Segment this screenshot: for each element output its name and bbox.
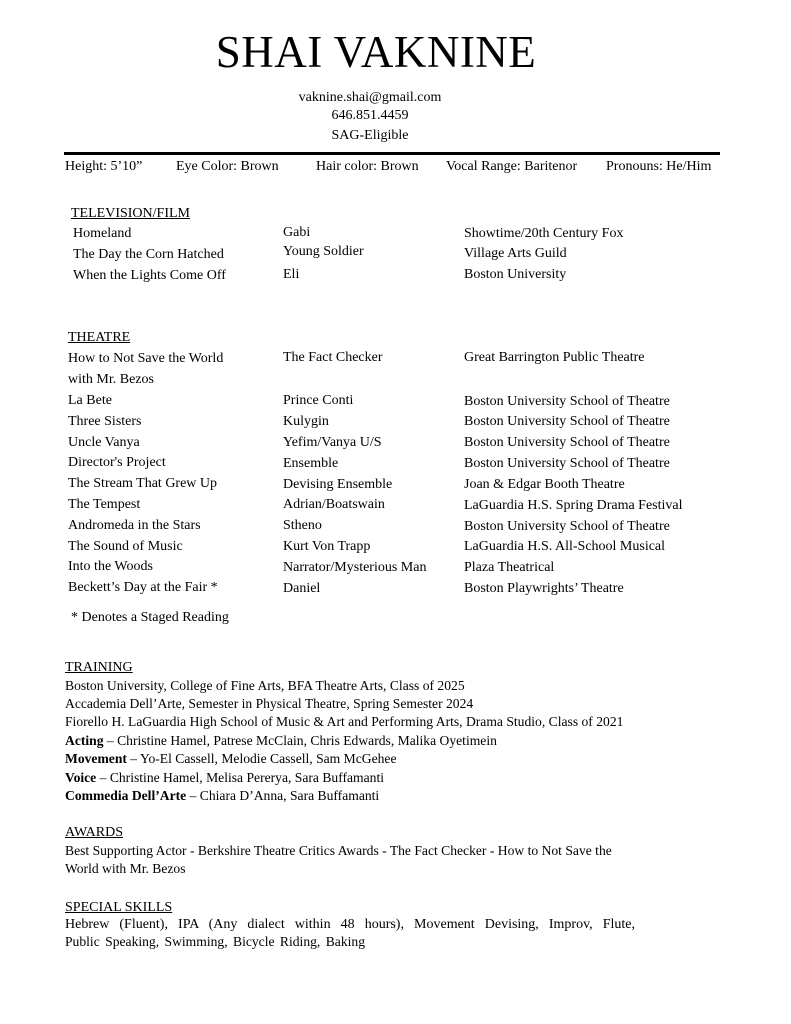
credit-company: Boston University (464, 267, 567, 282)
credit-company: Boston University School of Theatre (464, 414, 670, 429)
credit-title: Three Sisters (68, 414, 142, 429)
credit-role: Stheno (283, 518, 322, 533)
special-skills-heading: SPECIAL SKILLS (65, 900, 173, 915)
height-stat: Height: 5’10” (65, 159, 143, 174)
credit-role: Yefim/Vanya U/S (283, 435, 382, 450)
credit-company: Boston University School of Theatre (464, 519, 670, 534)
credit-title: The Day the Corn Hatched (73, 247, 224, 262)
credit-title: Andromeda in the Stars (68, 518, 201, 533)
header-divider (64, 152, 720, 155)
pronouns-stat: Pronouns: He/Him (606, 159, 712, 174)
credit-title: Uncle Vanya (68, 435, 140, 450)
credit-company: Joan & Edgar Booth Theatre (464, 477, 625, 492)
credit-company: Boston Playwrights’ Theatre (464, 581, 624, 596)
theatre-heading: THEATRE (68, 330, 131, 345)
teacher-category: Movement (65, 751, 127, 766)
teacher-category: Commedia Dell’Arte (65, 788, 187, 803)
credit-role: Kulygin (283, 414, 329, 429)
training-school: Boston University, College of Fine Arts, BFA Theatre Arts, Class of 2025 (65, 678, 465, 693)
credit-role: Eli (283, 267, 300, 282)
award-line: Best Supporting Actor - Berkshire Theatre Critics Awards - The Fact Checker - How to Not Save the (65, 843, 612, 858)
credit-title: When the Lights Come Off (73, 268, 226, 283)
skills-line: Hebrew (Fluent), IPA (Any dialect within 48 hours), Movement Devising, Improv, Flute, (65, 917, 635, 932)
credit-title: Into the Woods (68, 559, 153, 574)
credit-title: Beckett’s Day at the Fair * (68, 580, 218, 595)
credit-title: Director's Project (68, 455, 166, 470)
teacher-names: – Chiara D’Anna, Sara Buffamanti (186, 788, 380, 803)
training-teachers (65, 750, 396, 768)
credit-title: The Stream That Grew Up (68, 476, 218, 491)
credit-company: Village Arts Guild (464, 246, 567, 261)
credit-role: Devising Ensemble (283, 477, 393, 492)
vocal-range-stat: Vocal Range: Baritenor (446, 159, 578, 174)
credit-company: Great Barrington Public Theatre (464, 350, 645, 365)
email: vaknine.shai@gmail.com (298, 90, 442, 105)
training-heading: TRAINING (65, 660, 133, 675)
training-teachers (65, 787, 379, 805)
credit-title-continued: with Mr. Bezos (68, 372, 154, 387)
eye-color-stat: Eye Color: Brown (176, 159, 279, 174)
credit-role: Young Soldier (283, 244, 364, 259)
credit-role: Kurt Von Trapp (283, 539, 371, 554)
credit-company: Boston University School of Theatre (464, 394, 670, 409)
credit-title: La Bete (68, 393, 112, 408)
credit-title: The Tempest (68, 497, 141, 512)
training-school: Accademia Dell’Arte, Semester in Physical Theatre, Spring Semester 2024 (65, 696, 474, 711)
awards-heading: AWARDS (65, 825, 123, 840)
teacher-names: – Yo-El Cassell, Melodie Cassell, Sam McGehee (126, 751, 397, 766)
credit-company: Showtime/20th Century Fox (464, 226, 624, 241)
credit-title: How to Not Save the World (68, 351, 224, 366)
credit-company: LaGuardia H.S. Spring Drama Festival (464, 498, 683, 513)
credit-role: Daniel (283, 581, 321, 596)
credit-title: The Sound of Music (68, 539, 183, 554)
television-film-heading: TELEVISION/FILM (71, 206, 190, 221)
credit-company: Plaza Theatrical (464, 560, 555, 575)
teacher-names: – Christine Hamel, Patrese McClain, Chris Edwards, Malika Oyetimein (103, 733, 497, 748)
hair-color-stat: Hair color: Brown (316, 159, 419, 174)
credit-company: LaGuardia H.S. All-School Musical (464, 539, 666, 554)
credit-role: Ensemble (283, 456, 339, 471)
credit-role: Narrator/Mysterious Man (283, 560, 427, 575)
credit-role: Adrian/Boatswain (283, 497, 385, 512)
skills-line: Public Speaking, Swimming, Bicycle Riding, Baking (65, 934, 365, 949)
page-title: SHAI VAKNINE (215, 27, 537, 77)
award-line: World with Mr. Bezos (65, 861, 186, 876)
staged-reading-footnote: * Denotes a Staged Reading (71, 610, 229, 625)
credit-company: Boston University School of Theatre (464, 456, 670, 471)
union-status: SAG-Eligible (331, 128, 409, 143)
training-school: Fiorello H. LaGuardia High School of Music & Art and Performing Arts, Drama Studio, Class of 2021 (65, 714, 624, 729)
credit-role: The Fact Checker (283, 350, 383, 365)
credit-role: Gabi (283, 225, 311, 240)
credit-role: Prince Conti (283, 393, 354, 408)
credit-title: Homeland (73, 226, 132, 241)
training-teachers (65, 732, 497, 750)
credit-company: Boston University School of Theatre (464, 435, 670, 450)
teacher-names: – Christine Hamel, Melisa Pererya, Sara Buffamanti (96, 770, 385, 785)
teacher-category: Voice (65, 770, 97, 785)
teacher-category: Acting (65, 733, 104, 748)
phone: 646.851.4459 (331, 108, 409, 123)
training-teachers (65, 769, 384, 787)
